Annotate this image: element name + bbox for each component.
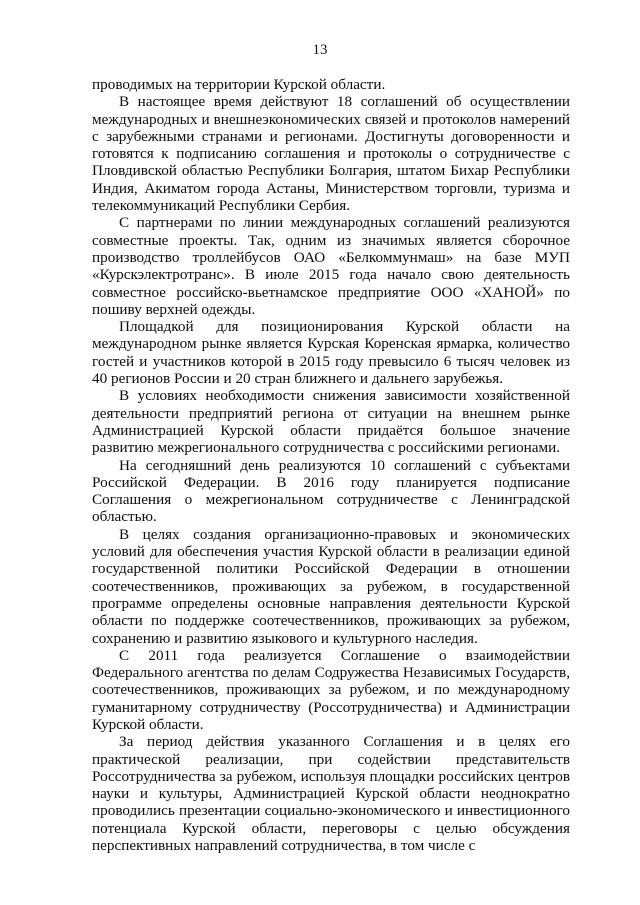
document-body: [92, 76, 570, 854]
paragraph-fair: Площадкой для позиционирования Курской области на международном рынке является Курская Коренская ярмарка, количество гостей и участников которой в 2015 году превысило 6 тысяч человек из 40 регионов России и 20 стран ближнего и дальнего зарубежья.: [92, 318, 570, 388]
paragraph-joint-projects: С партнерами по линии международных соглашений реализуются совместные проекты. Так, одним из значимых является сборочное производство троллейбусов ОАО «Белкоммунмаш» на базе МУП «Курскэлектротранс». В июле 2015 года начало свою деятельность совместное российско-вьетнамское предприятие ООО «ХАНОЙ» по пошиву верхней одежды.: [92, 214, 570, 318]
paragraph-continuation: проводимых на территории Курской области.: [92, 76, 386, 93]
paragraph-compatriots: В целях создания организационно-правовых и экономических условий для обеспечения участия Курской области в реализации единой государственной политики Российской Федерации в отношении соотечественников, проживающих за рубежом, в государственной программе определены основные направления деятельности Курской области по поддержке соотечественников, проживающих за рубежом, сохранению и развитию языкового и культурного наследия.: [92, 525, 570, 647]
paragraph-rossotrudnichestvo: С 2011 года реализуется Соглашение о взаимодействии Федерального агентства по делам Содружества Независимых Государств, соотечественников, проживающих за рубежом, и по международному гуманитарному сотрудничеству (Россотрудничества) и Администрации Курской области.: [92, 646, 570, 733]
paragraph-agreements: В настоящее время действуют 18 соглашений об осуществлении международных и внешнеэкономических связей и протоколов намерений с зарубежными странами и регионами. Достигнуты договоренности и готовятся к подписанию соглашения и протоколы о сотрудничестве с Пловдивской областью Республики Болгария, штатом Бихар Республики Индия, Акиматом города Астаны, Министерством торговли, туризма и телекоммуникаций Республики Сербия.: [92, 93, 570, 215]
paragraph-presentations: За период действия указанного Соглашения и в целях его практической реализации, при содействии представительств Россотрудничества за рубежом, используя площадки российских центров науки и культуры, Администрацией Курской области неоднократно проводились презентации социально-экономического и инвестиционного потенциала Курской области, переговоры с целью обсуждения перспективных направлений сотрудничества, в том числе с: [92, 733, 570, 855]
paragraph-federation-subjects: На сегодняшний день реализуются 10 соглашений с субъектами Российской Федерации. В 2016 году планируется подписание Соглашения о межрегиональном сотрудничестве с Ленинградской областью.: [92, 456, 570, 526]
page-number: 13: [312, 42, 328, 58]
paragraph-interregional: В условиях необходимости снижения зависимости хозяйственной деятельности предприятий региона от ситуации на внешнем рынке Администрацией Курской области придаётся большое значение развитию межрегионального сотрудничества с российскими регионами.: [92, 387, 570, 457]
